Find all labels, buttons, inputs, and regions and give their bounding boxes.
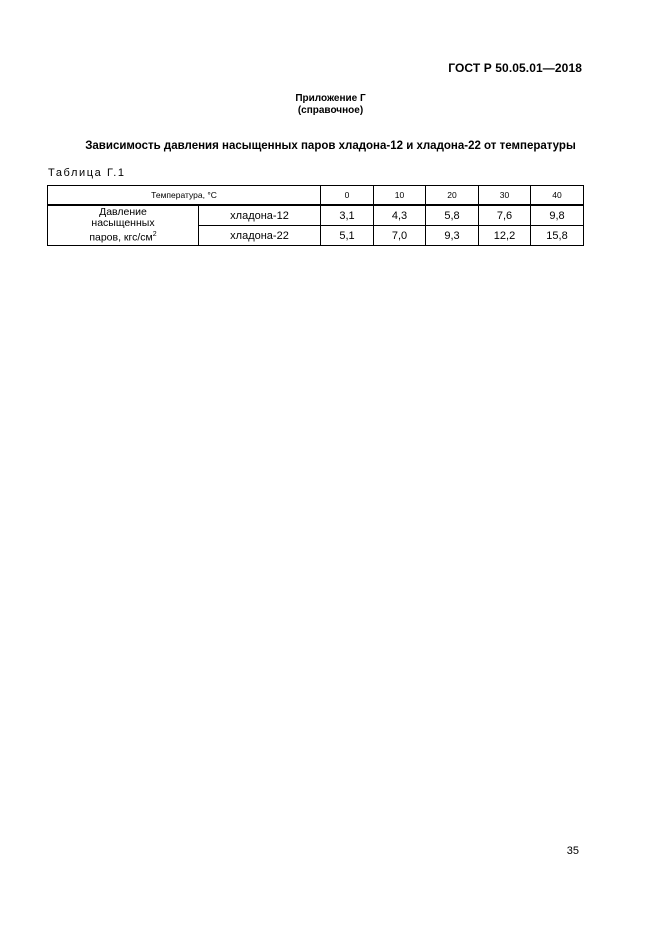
table-label: Таблица Г.1 bbox=[48, 167, 126, 179]
temperature-cell: 10 bbox=[374, 186, 426, 206]
group-label-superscript: 2 bbox=[152, 231, 157, 239]
group-label-line bbox=[48, 229, 198, 244]
value-cell: 12,2 bbox=[479, 226, 531, 246]
refrigerant-name: хладона-22 bbox=[199, 226, 321, 246]
table-row bbox=[48, 205, 584, 226]
document-code: ГОСТ Р 50.05.01—2018 bbox=[448, 61, 582, 75]
temperature-cell: 30 bbox=[479, 186, 531, 206]
pressure-table bbox=[47, 185, 584, 246]
value-cell: 9,3 bbox=[426, 226, 479, 246]
group-label-line: насыщенных bbox=[91, 217, 155, 230]
table-header-row bbox=[48, 186, 584, 206]
appendix-heading bbox=[0, 93, 661, 117]
appendix-title: Приложение Г bbox=[295, 93, 366, 104]
temperature-cell: 40 bbox=[531, 186, 584, 206]
value-cell: 5,1 bbox=[321, 226, 374, 246]
value-cell: 9,8 bbox=[531, 205, 584, 226]
value-cell: 3,1 bbox=[321, 205, 374, 226]
section-title: Зависимость давления насыщенных паров хладона-12 и хладона-22 от температуры bbox=[85, 140, 576, 152]
temperature-cell: 20 bbox=[426, 186, 479, 206]
value-cell: 4,3 bbox=[374, 205, 426, 226]
group-label-unit: паров, кгс/см bbox=[89, 231, 153, 244]
temperature-header: Температура, °С bbox=[48, 186, 321, 206]
value-cell: 5,8 bbox=[426, 205, 479, 226]
refrigerant-name: хладона-12 bbox=[199, 205, 321, 226]
appendix-subtitle: (справочное) bbox=[297, 105, 364, 116]
page-number: 35 bbox=[566, 845, 579, 857]
temperature-cell: 0 bbox=[321, 186, 374, 206]
value-cell: 7,0 bbox=[374, 226, 426, 246]
pressure-group-label bbox=[48, 205, 199, 246]
value-cell: 15,8 bbox=[531, 226, 584, 246]
group-label-line: Давление bbox=[99, 206, 147, 219]
value-cell: 7,6 bbox=[479, 205, 531, 226]
